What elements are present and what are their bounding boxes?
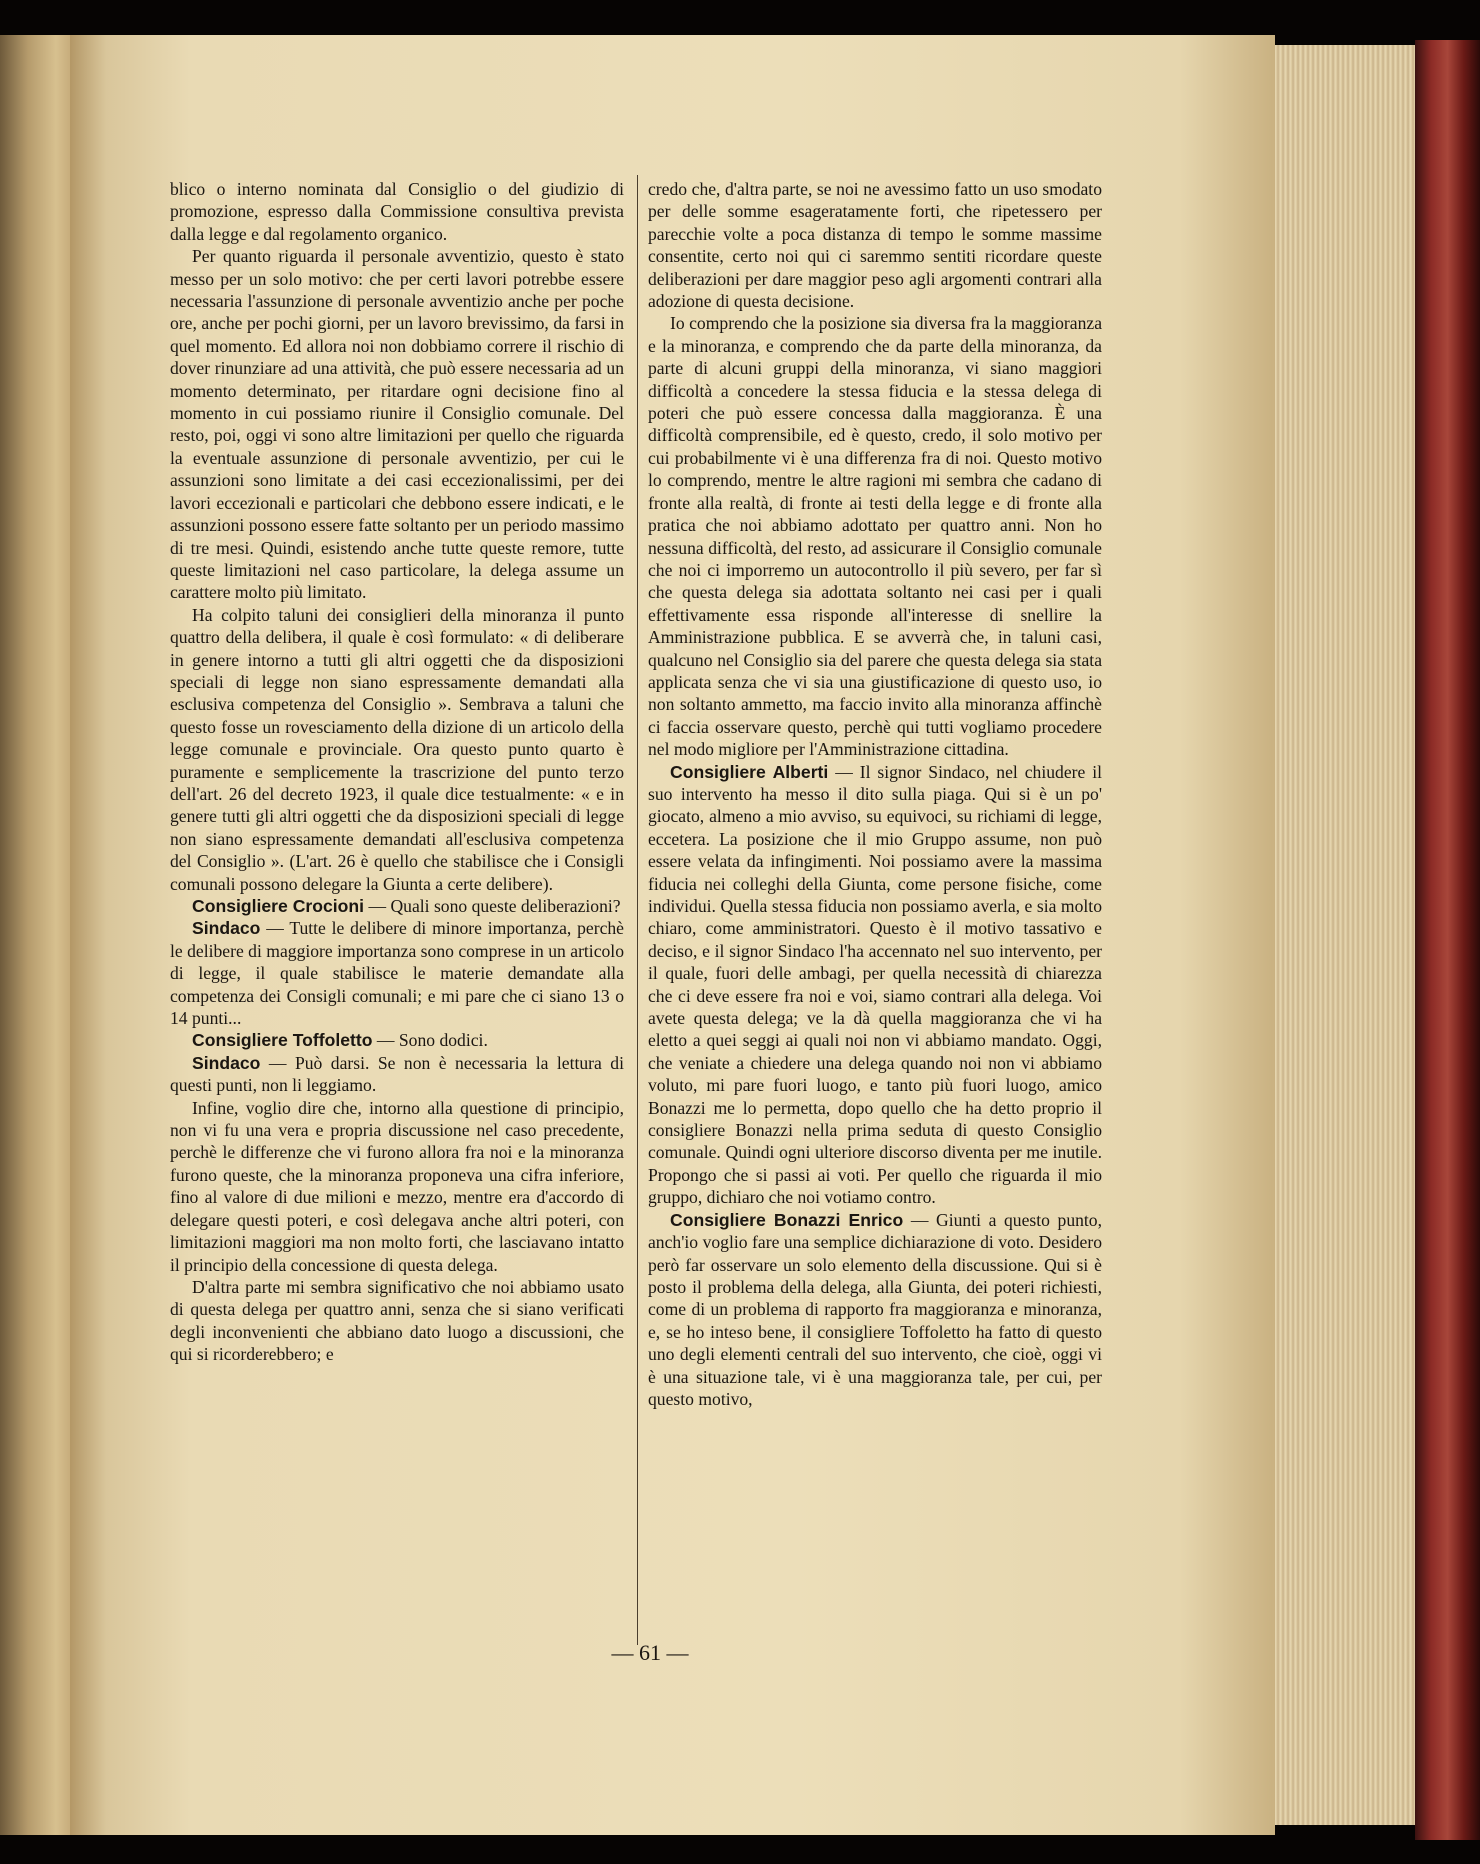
body-paragraph: Per quanto riguarda il personale avventizio, questo è stato messo per un solo motivo: che per certi lavori potrebbe essere necessaria l'assunzione di personale avventizio anche per poche ore, anche per pochi giorni, per un lavoro brevissimo, da farsi in quel momento. Ed allora noi non dobbiamo correre il rischio di dover rinunziare ad una attività, che può essere necessaria ad un momento determinato, per ritardare ogni decisione fino al momento in cui possiamo riunire il Consiglio comunale. Del resto, poi, oggi vi sono altre limitazioni per quello che riguarda la eventuale assunzione di personale avventizio, per cui le assunzioni sono limitate a dei casi eccezionalissimi, per dei lavori eccezionali e particolari che debbono essere indicati, e le assunzioni possono essere fatte soltanto per un periodo massimo di tre mesi. Quindi, esistendo anche tutte queste remore, tutte queste limitazioni nel caso particolare, la delega assume un carattere molto più limitato. <box>170 246 624 603</box>
page-number: — 61 — <box>611 1640 689 1665</box>
body-paragraph: credo che, d'altra parte, se noi ne avessimo fatto un uso smodato per delle somme esageratamente forti, che ripetessero per parecchie volte a poca distanza di tempo le somme massime consentite, certo noi qui ci saremmo sentiti ricordare queste deliberazioni per dare maggior peso agli argomenti contrari alla adozione di questa decisione. <box>648 179 1102 312</box>
body-paragraph: Infine, voglio dire che, intorno alla questione di principio, non vi fu una vera e propria discussione nel caso precedente, perchè le differenze che vi furono allora fra noi e la minoranza furono queste, che la minoranza proponeva una cifra inferiore, fino al valore di due milioni e mezzo, mentre era d'accordo di delegare questi poteri, e così delegava anche altri poteri, con limitazioni maggiori ma non molto forti, che lasciavano intatto il principio della concessione di questa delega. <box>170 1097 624 1275</box>
speaker-name: Consigliere Alberti <box>670 761 829 782</box>
speaker-paragraph <box>648 761 1102 1209</box>
speaker-text: — Può darsi. Se non è necessaria la lettura di questi punti, non li leggiamo. <box>170 1052 624 1096</box>
speaker-name: Sindaco <box>192 1052 261 1073</box>
speaker-paragraph <box>170 1052 624 1097</box>
speaker-name: Consigliere Crocioni <box>192 896 365 916</box>
speaker-text: — Quali sono queste deliberazioni? <box>364 896 621 916</box>
speaker-paragraph <box>170 1029 624 1051</box>
page-block-edges <box>1275 45 1415 1825</box>
marbled-cover-edge <box>1415 40 1480 1840</box>
left-page-edge <box>0 35 73 1835</box>
body-paragraph: blico o interno nominata dal Consiglio o del giudizio di promozione, espresso dalla Commissione consultiva prevista dalla legge e dal regolamento organico. <box>170 179 624 244</box>
speaker-name: Consigliere Toffoletto <box>192 1030 373 1051</box>
column-divider <box>637 175 638 1645</box>
speaker-text: — Sono dodici. <box>372 1030 488 1051</box>
speaker-paragraph <box>648 1209 1102 1411</box>
speaker-paragraph <box>170 895 624 917</box>
body-paragraph: Ha colpito taluni dei consiglieri della minoranza il punto quattro della delibera, il quale è così formulato: « di deliberare in genere intorno a tutti gli altri oggetti che da disposizioni speciali di legge non siano espressamente demandati alla esclusiva competenza del Consiglio ». Sembrava a taluni che questo fosse un rovesciamento della dizione di un articolo della legge comunale e provinciale. Ora questo punto quarto è puramente e semplicemente la trascrizione del punto terzo dell'art. 26 del decreto 1923, il quale dice testualmente: « e in genere tutti gli altri oggetti che da disposizioni speciali di legge non siano espressamente demandati all'esclusiva competenza del Consiglio ». (L'art. 26 è quello che stabilisce che i Consigli comunali possono delegare la Giunta a certe delibere). <box>170 604 624 894</box>
body-paragraph: Io comprendo che la posizione sia diversa fra la maggioranza e la minoranza, e comprendo che da parte della minoranza, da parte di alcuni gruppi della minoranza, vi siano maggiori difficoltà a concedere la stessa fiducia e la stessa delega di poteri che può essere concessa dalla maggioranza. È una difficoltà comprensibile, ed è questo, credo, il solo motivo per cui probabilmente vi è una differenza fra di noi. Questo motivo lo comprendo, mentre le altre ragioni mi sembra che cadano di fronte alla realtà, di fronte ai testi della legge e di fronte alla pratica che noi abbiamo adottato per quattro anni. Non ho nessuna difficoltà, del resto, ad assicurare il Consiglio comunale che noi ci imporremo un autocontrollo il più severo, per far sì che questa delega sia adottata soltanto nei casi per i quali effettivamente essa risponde all'interesse di snellire la Amministrazione pubblica. E se avverrà che, in taluni casi, qualcuno nel Consiglio sia del parere che questa delega sia stata applicata senza che vi sia una giustificazione di questo uso, io non soltanto ammetto, ma faccio invito alla minoranza affinchè ci faccia osservare questo, perchè qui tutti vogliamo procedere nel modo migliore per l'Amministrazione cittadina. <box>648 313 1102 760</box>
speaker-name: Sindaco <box>192 918 261 939</box>
speaker-text: — Giunti a questo punto, anch'io voglio fare una semplice dichiarazione di voto. Desidero però far osservare un solo elemento della discussione. Qui si è posto il problema della delega, alla Giunta, dei poteri richiesti, come di un problema di rapporto fra maggioranza e minoranza, e, se ho inteso bene, il consigliere Toffoletto ha fatto di questo uno degli elementi centrali del suo intervento, che cioè, oggi vi è una situazione tale, vi è una maggioranza tale, per cui, per questo motivo, <box>648 1209 1102 1409</box>
text-column-left <box>170 178 624 1366</box>
body-paragraph: D'altra parte mi sembra significativo che noi abbiamo usato di questa delega per quattro anni, senza che si siano verificati degli inconvenienti che abbiano dato luogo a discussioni, che qui si ricorderebbero; e <box>170 1276 624 1365</box>
speaker-text: — Tutte le delibere di minore importanza, perchè le delibere di maggiore importanza sono comprese in un articolo di legge, il quale stabilisce le materie demandate alla competenza dei Consigli comunali; e mi pare che ci siano 13 o 14 punti... <box>170 918 624 1029</box>
speaker-text: — Il signor Sindaco, nel chiudere il suo intervento ha messo il dito sulla piaga. Qui si è un po' giocato, almeno a mio avviso, su equivoci, su richiami di legge, eccetera. La posizione che il mio Gruppo assume, non può essere velata da infingimenti. Noi possiamo avere la massima fiducia nei colleghi della Giunta, come persone fisiche, come individui. Quella stessa fiducia non possiamo averla, e sia molto chiaro, come amministratori. Questo è il motivo tassativo e deciso, e il signor Sindaco l'ha accennato nel suo intervento, per il quale, fuori delle ambagi, per quella necessità di chiarezza che ci deve essere fra noi e voi, siamo contrari alla delega. Voi avete questa delega; ve la dà quella maggioranza che vi ha eletto a quei seggi ai quali noi non vi abbiamo mandato. Oggi, che veniate a chiedere una delega quando noi non vi abbiamo voluto, mi pare fuori luogo, e tanto più fuori luogo, amico Bonazzi me lo permetta, dopo quello che ha detto proprio il consigliere Bonazzi nella prima seduta di questo Consiglio comunale. Quindi ogni ulteriore discorso diventa per me inutile. Propongo che si passi ai voti. Per quello che riguarda il mio gruppo, dichiaro che noi votiamo contro. <box>648 761 1102 1208</box>
text-column-right <box>648 178 1102 1410</box>
speaker-name: Consigliere Bonazzi Enrico <box>670 1209 904 1230</box>
speaker-paragraph <box>170 917 624 1029</box>
